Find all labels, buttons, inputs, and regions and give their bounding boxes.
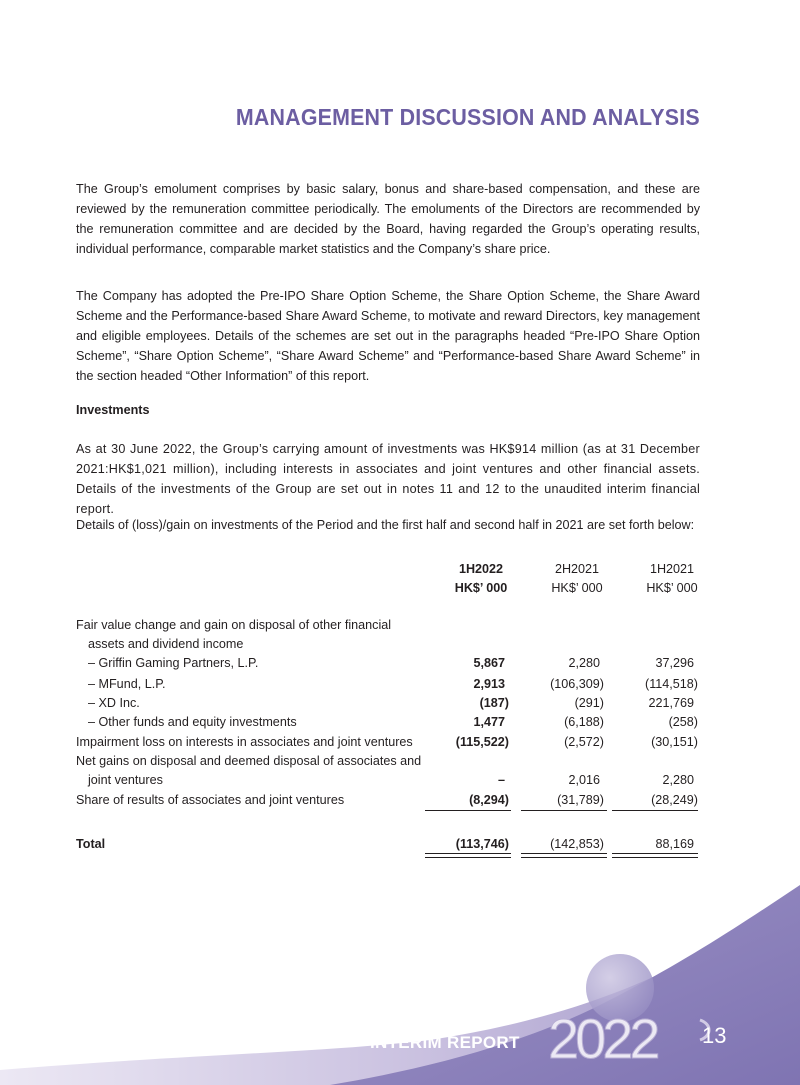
table-row-label: Impairment loss on interests in associates and joint ventures xyxy=(76,735,413,749)
row-label-fair-value-cont: assets and dividend income xyxy=(88,637,244,651)
table-cell: (30,151) xyxy=(651,735,698,749)
subtotal-rule xyxy=(612,810,698,811)
table-cell: (6,188) xyxy=(564,715,604,729)
table-cell: (28,249) xyxy=(651,793,698,807)
total-double-rule xyxy=(612,853,698,858)
table-row-label: Net gains on disposal and deemed disposal of associates and xyxy=(76,754,422,768)
table-cell: 5,867 xyxy=(473,656,505,670)
total-cell: (113,746) xyxy=(455,837,509,851)
table-cell: 2,280 xyxy=(662,773,694,787)
total-label: Total xyxy=(76,837,106,851)
table-row-label: Share of results of associates and joint ventures xyxy=(76,793,345,807)
table-cell: – xyxy=(497,773,505,787)
table-cell: (106,309) xyxy=(550,677,604,691)
table-cell: (8,294) xyxy=(469,793,509,807)
footer-wave-decoration xyxy=(0,880,800,1085)
table-cell: 1,477 xyxy=(473,715,505,729)
table-cell: (291) xyxy=(574,696,604,710)
total-double-rule xyxy=(425,853,511,858)
table-cell: 221,769 xyxy=(648,696,694,710)
paragraph-investments: As at 30 June 2022, the Group’s carrying amount of investments was HK$914 million (as at 31 December 2021:HK$1,021 million), including interests in associates and joint ventures and other financial assets. Details of the investments of the Group are set out in notes 11 and 12 to the unaudited interim financial report. xyxy=(76,442,700,516)
section-heading-investments: Investments xyxy=(76,403,150,417)
paragraph-schemes: The Company has adopted the Pre-IPO Share Option Scheme, the Share Option Scheme, the Share Award Scheme and the Performance-based Share Award Scheme, to motivate and reward Directors, key management and eligible employees. Details of the schemes are set out in the paragraphs headed “Pre-IPO Share Option Scheme”, “Share Option Scheme”, “Share Award Scheme” and “Performance-based Share Award Scheme” in the section headed “Other Information” of this report. xyxy=(76,289,700,383)
table-cell: (2,572) xyxy=(564,735,604,749)
page-title: MANAGEMENT DISCUSSION AND ANALYSIS xyxy=(236,104,700,130)
paragraph-emolument: The Group’s emolument comprises by basic salary, bonus and share-based compensation, and these are reviewed by the remuneration committee periodically. The emoluments of the Directors are recommended by the remuneration committee and are decided by the Board, having regarded the Group’s operating results, individual performance, comparable market statistics and the Company’s share price. xyxy=(76,182,700,256)
total-cell: 88,169 xyxy=(655,837,694,851)
footer-year: 2022 xyxy=(548,1007,657,1070)
column-header-1h2022: 1H2022 xyxy=(458,562,504,576)
table-cell: (31,789) xyxy=(557,793,604,807)
table-cell: (115,522) xyxy=(455,735,509,749)
table-row-label: – Griffin Gaming Partners, L.P. xyxy=(88,656,259,670)
total-double-rule xyxy=(521,853,607,858)
table-cell: 2,913 xyxy=(473,677,505,691)
column-header-2h2021: 2H2021 xyxy=(554,562,600,576)
table-cell: (187) xyxy=(479,696,509,710)
subtotal-rule xyxy=(521,810,607,811)
subtotal-rule xyxy=(425,810,511,811)
table-cell: (258) xyxy=(668,715,698,729)
footer-report-label: INTERIM REPORT xyxy=(370,1033,520,1052)
table-row-label: – XD Inc. xyxy=(88,696,140,710)
column-unit-1h2022: HK$’ 000 xyxy=(454,581,508,595)
total-cell: (142,853) xyxy=(550,837,604,851)
table-cell: 37,296 xyxy=(655,656,694,670)
column-unit-1h2021: HK$’ 000 xyxy=(646,581,698,595)
column-header-1h2021: 1H2021 xyxy=(649,562,695,576)
table-cell: (114,518) xyxy=(645,677,698,691)
table-cell: 2,280 xyxy=(568,656,600,670)
table-row-label-cont: joint ventures xyxy=(88,773,163,787)
table-row-label: – Other funds and equity investments xyxy=(88,715,297,729)
column-unit-2h2021: HK$’ 000 xyxy=(551,581,603,595)
table-row-label: – MFund, L.P. xyxy=(88,677,166,691)
row-label-fair-value: Fair value change and gain on disposal of other financial xyxy=(76,618,392,632)
page-number: 13 xyxy=(702,1023,727,1048)
table-cell: 2,016 xyxy=(568,773,600,787)
paragraph-details-intro: Details of (loss)/gain on investments of the Period and the first half and second half in 2021 are set forth below: xyxy=(76,518,695,532)
